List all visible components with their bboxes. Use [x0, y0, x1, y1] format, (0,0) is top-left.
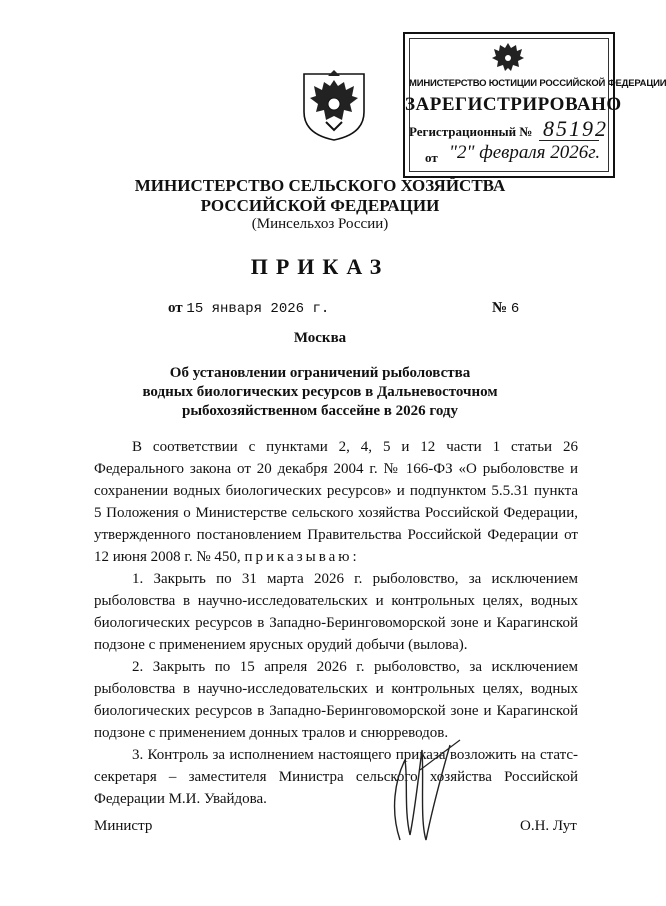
date-value: 15 января 2026 г. — [186, 301, 330, 317]
handwritten-signature — [360, 740, 480, 850]
signatory-position: Министр — [94, 818, 153, 834]
order-word: приказываю: — [244, 549, 360, 565]
city: Москва — [293, 330, 347, 346]
document-body — [94, 436, 578, 810]
stamp-status: ЗАРЕГИСТРИРОВАНО — [405, 94, 622, 115]
stamp-eagle-icon — [491, 40, 525, 74]
stamp-underline — [539, 140, 599, 141]
stamp-date-label: от — [425, 150, 438, 165]
title-line3: рыбохозяйственном бассейне в 2026 году — [182, 403, 458, 419]
org-short-name: (Минсельхоз России) — [251, 216, 389, 232]
org-name-line1: МИНИСТЕРСТВО СЕЛЬСКОГО ХОЗЯЙСТВА — [134, 176, 506, 195]
date-prefix: от — [168, 300, 183, 316]
item-1: 1. Закрыть по 31 марта 2026 г. рыболовство, за исключением рыболовства в научно-исследовательских и контрольных целях, водных биологических ресурсов в Западно-Беринговоморской зоне и Карагинской подзоне с применением ярусных орудий добычи (вылова). — [94, 571, 578, 653]
signatory-name: О.Н. Лут — [520, 818, 577, 834]
preamble-text: В соответствии с пунктами 2, 4, 5 и 12 части 1 статьи 26 Федерального закона от 20 декабря 2004 г. № 166-ФЗ «О рыболовстве и сохранении водных биологических ресурсов» и подпунктом 5.5.31 пункта 5 Положения о Министерстве сельского хозяйства Российской Федерации, утвержденного постановлением Правительства Российской Федерации от 12 июня 2008 г. № 450, — [94, 439, 578, 565]
registration-stamp — [403, 32, 666, 178]
stamp-date-value: "2" февраля 2026г. — [449, 142, 601, 163]
item-3: 3. Контроль за исполнением настоящего приказа возложить на статс-секретаря – заместителя Министра сельского хозяйства Российской Федерации М.И. Увайдова. — [94, 747, 578, 807]
title-line2: водных биологических ресурсов в Дальневосточном — [142, 384, 498, 400]
number-prefix: № — [492, 300, 508, 316]
title-line1: Об установлении ограничений рыболовства — [169, 365, 471, 381]
order-number — [492, 300, 519, 317]
preamble-paragraph — [94, 436, 578, 568]
order-date — [168, 300, 329, 317]
number-value: 6 — [510, 301, 520, 317]
item-2: 2. Закрыть по 15 апреля 2026 г. рыболовство, за исключением рыболовства в научно-исследовательских и контрольных целях, водных биологических ресурсов в Западно-Беринговоморской зоне и Карагинской подзоне с применением донных тралов и снюрреводов. — [94, 659, 578, 741]
stamp-ministry-text: МИНИСТЕРСТВО ЮСТИЦИИ РОССИЙСКОЙ ФЕДЕРАЦИИ — [409, 78, 666, 89]
org-name-line2: РОССИЙСКОЙ ФЕДЕРАЦИИ — [200, 196, 440, 215]
stamp-reg-number: 85192 — [543, 116, 608, 141]
document-type: ПРИКАЗ — [250, 254, 390, 279]
coat-of-arms-emblem — [300, 66, 368, 142]
stamp-reg-label: Регистрационный № — [409, 124, 533, 139]
